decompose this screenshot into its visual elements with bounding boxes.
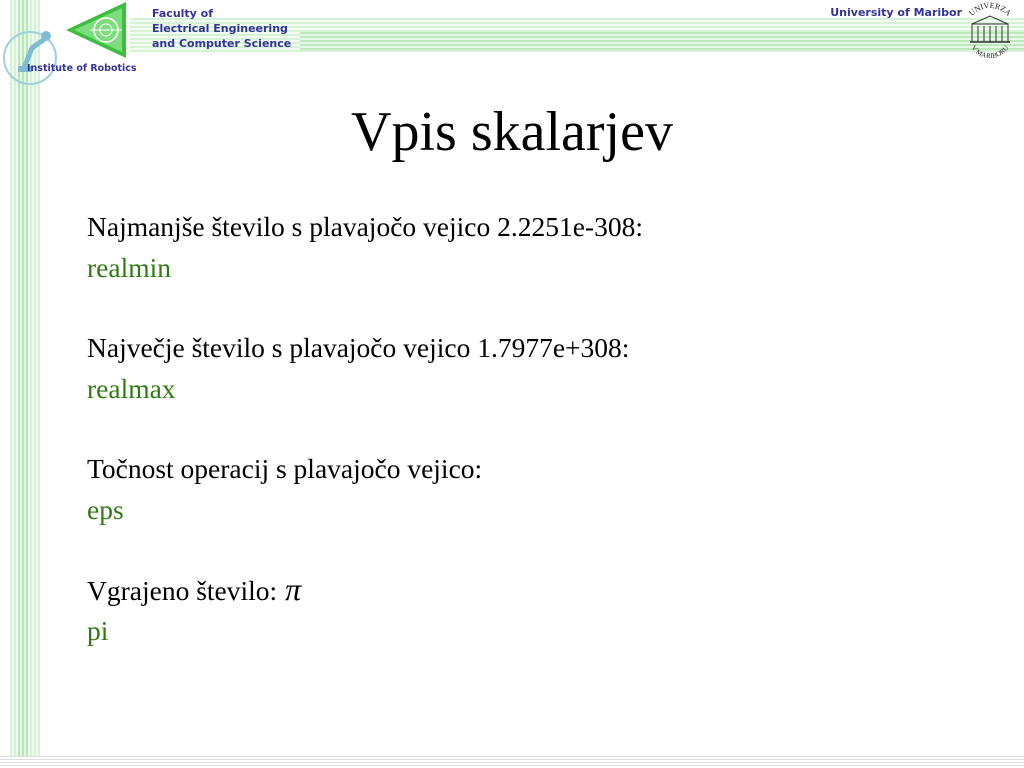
robotics-logo <box>2 22 62 93</box>
item-command: eps <box>87 494 124 525</box>
item-description: Vgrajeno število: <box>87 575 278 606</box>
item-command: realmax <box>87 373 176 404</box>
faculty-line: and Computer Science <box>152 37 292 50</box>
institute-label: Institute of Robotics <box>27 63 137 74</box>
slide-body <box>87 206 987 651</box>
item-command: pi <box>87 615 109 646</box>
faculty-line: Electrical Engineering <box>152 22 288 35</box>
faculty-logo <box>60 0 132 65</box>
bottom-line-decoration <box>0 756 1024 768</box>
faculty-name <box>152 6 291 51</box>
university-name: University of Maribor <box>830 6 962 19</box>
svg-text:V MARIBORU <box>970 44 1011 60</box>
university-seal <box>958 2 1022 69</box>
faculty-line: Faculty of <box>152 7 214 20</box>
item-description: Najmanjše število s plavajočo vejico 2.2251e-308: <box>87 211 643 242</box>
item-description: Največje število s plavajočo vejico 1.7977e+308: <box>87 332 630 363</box>
item-description-row <box>87 569 987 610</box>
seal-text-top: UNIVERZA <box>967 2 1013 18</box>
pi-symbol: π <box>285 571 302 607</box>
seal-text-bottom: V MARIBORU <box>969 43 1011 61</box>
item-description: Točnost operacij s plavajočo vejico: <box>87 453 483 484</box>
slide-title: Vpis skalarjev <box>351 101 673 163</box>
item-command: realmin <box>87 252 171 283</box>
svg-text:UNIVERZA <box>967 2 1013 18</box>
